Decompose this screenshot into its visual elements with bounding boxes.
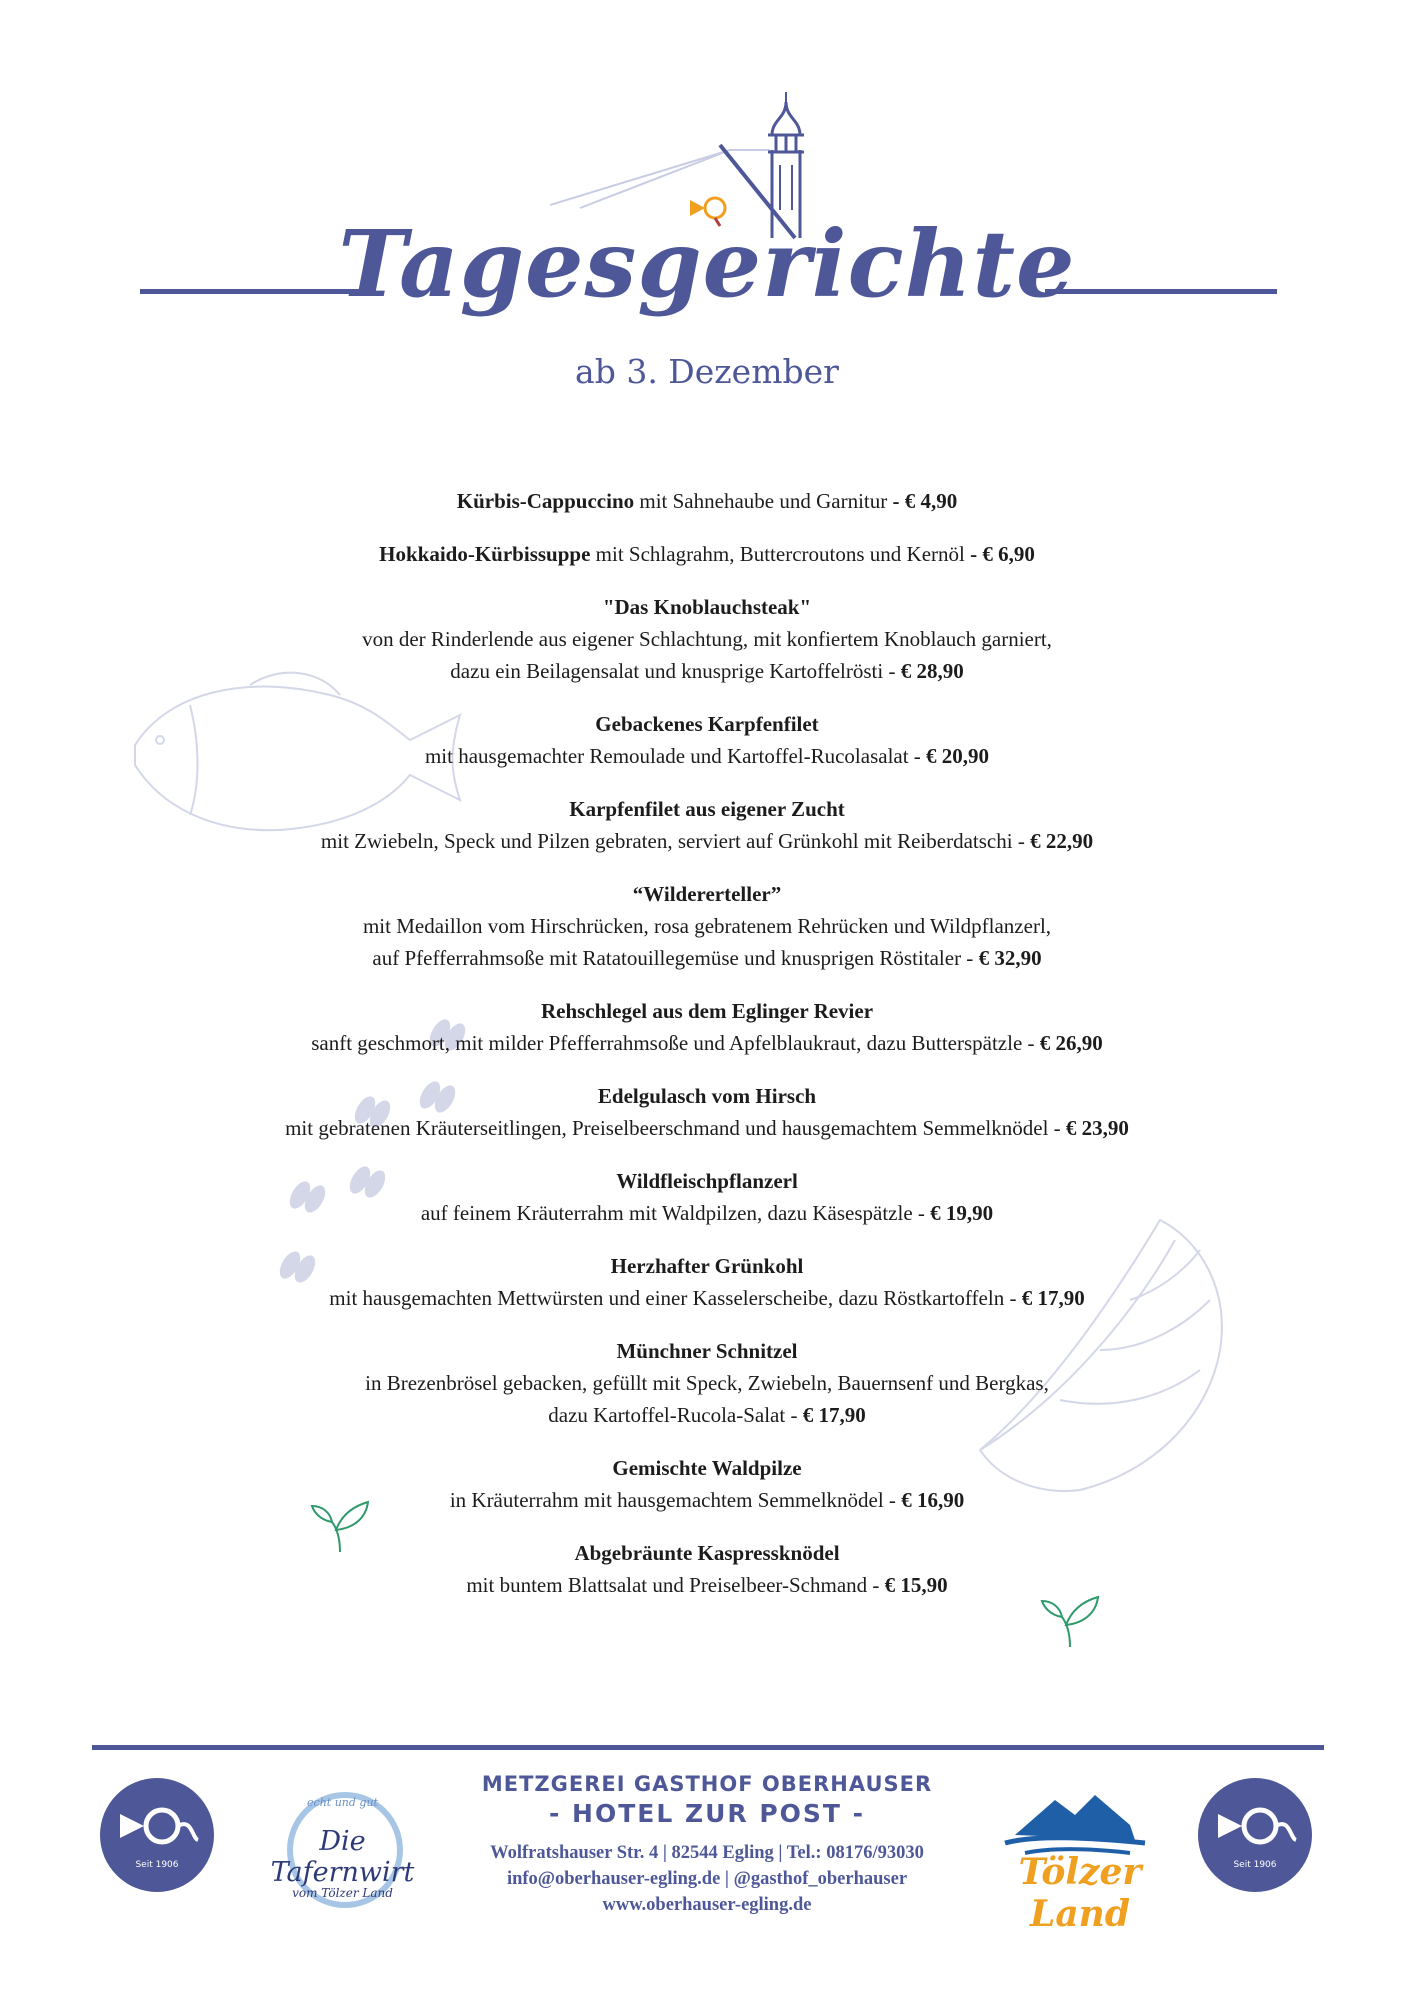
dish-description: auf feinem Kräuterrahm mit Waldpilzen, dazu Käsespätzle - — [420, 1201, 931, 1225]
menu-line — [0, 793, 1414, 825]
dish-price: - € 4,90 — [892, 489, 958, 513]
menu-item — [0, 1250, 1414, 1314]
menu-line — [0, 538, 1414, 570]
menu-line — [0, 1165, 1414, 1197]
dish-description: sanft geschmort, mit milder Pfefferrahmsoße und Apfelblaukraut, dazu Butterspätzle - — [311, 1031, 1040, 1055]
toelzer-land-logo — [975, 1785, 1185, 1935]
dish-name: Abgebräunte Kaspressknödel — [574, 1541, 840, 1565]
menu-line — [0, 942, 1414, 974]
dish-price: € 16,90 — [901, 1488, 965, 1512]
menu-item — [0, 1165, 1414, 1229]
menu-line — [0, 1452, 1414, 1484]
menu-line — [0, 485, 1414, 517]
dish-description: mit Sahnehaube und Garnitur — [634, 489, 893, 513]
dish-description: mit gebratenen Kräuterseitlingen, Preiselbeerschmand und hausgemachtem Semmelknödel - — [285, 1116, 1066, 1140]
menu-line — [0, 1197, 1414, 1229]
footer-info — [420, 1770, 994, 1918]
dish-description: mit buntem Blattsalat und Preiselbeer-Schmand - — [466, 1573, 885, 1597]
dish-price: € 17,90 — [1021, 1286, 1085, 1310]
contact: info@oberhauser-egling.de | @gasthof_oberhauser — [506, 1869, 908, 1889]
menu-line — [0, 1367, 1414, 1399]
dish-price: € 23,90 — [1065, 1116, 1129, 1140]
page-subtitle: ab 3. Dezember — [575, 352, 839, 391]
menu-line — [0, 1484, 1414, 1516]
menu-line — [0, 591, 1414, 623]
dish-price: - € 6,90 — [970, 542, 1035, 566]
menu-line — [0, 825, 1414, 857]
dish-name: "Das Knoblauchsteak" — [602, 595, 812, 619]
dish-price: € 20,90 — [926, 744, 990, 768]
dish-name: Karpfenfilet aus eigener Zucht — [569, 797, 845, 821]
menu-line — [0, 910, 1414, 942]
dish-description: mit hausgemachten Mettwürsten und einer Kasselerscheibe, dazu Röstkartoffeln - — [329, 1286, 1022, 1310]
dish-price: € 26,90 — [1039, 1031, 1103, 1055]
tafernwirt-name: Die Tafernwirt — [270, 1826, 415, 1888]
dish-name: Herzhafter Grünkohl — [610, 1254, 804, 1278]
menu-line — [0, 995, 1414, 1027]
menu-line — [0, 1250, 1414, 1282]
menu-line — [0, 1027, 1414, 1059]
dish-description: dazu Kartoffel-Rucola-Salat - — [548, 1403, 803, 1427]
menu-line — [0, 708, 1414, 740]
menu-item — [0, 591, 1414, 687]
menu-line — [0, 623, 1414, 655]
menu-list — [0, 485, 1414, 1622]
menu-item — [0, 995, 1414, 1059]
seal-text: Seit 1906 — [135, 1860, 179, 1870]
dish-name: Münchner Schnitzel — [616, 1339, 798, 1363]
menu-line — [0, 878, 1414, 910]
dish-price: € 28,90 — [900, 659, 964, 683]
menu-item — [0, 878, 1414, 974]
dish-name: Gemischte Waldpilze — [612, 1456, 802, 1480]
dish-price: € 22,90 — [1030, 829, 1094, 853]
dish-description: mit hausgemachter Remoulade und Kartoffel-Rucolasalat - — [424, 744, 927, 768]
dish-name: Hokkaido-Kürbissuppe — [379, 542, 591, 566]
dish-price: € 19,90 — [930, 1201, 994, 1225]
tafernwirt-logo — [245, 1790, 440, 1910]
dish-price: € 32,90 — [978, 946, 1042, 970]
address: Wolfratshauser Str. 4 | 82544 Egling | Tel.: 08176/93030 — [490, 1843, 924, 1863]
dish-description: von der Rinderlende aus eigener Schlachtung, mit konfiertem Knoblauch garniert, — [362, 627, 1052, 651]
menu-line — [0, 1335, 1414, 1367]
tafernwirt-tagline: echt und gut — [307, 1796, 378, 1809]
menu-line — [0, 655, 1414, 687]
post-horn-icon — [100, 1778, 214, 1858]
menu-line — [0, 1399, 1414, 1431]
menu-item — [0, 1537, 1414, 1601]
menu-line — [0, 1112, 1414, 1144]
menu-item — [0, 1080, 1414, 1144]
dish-price: € 17,90 — [802, 1403, 866, 1427]
dish-name: Kürbis-Cappuccino — [456, 489, 635, 513]
dish-description: in Kräuterrahm mit hausgemachtem Semmelknödel - — [449, 1488, 902, 1512]
tafernwirt-subtitle: vom Tölzer Land — [292, 1886, 393, 1900]
dish-description: mit Zwiebeln, Speck und Pilzen gebraten, serviert auf Grünkohl mit Reiberdatschi - — [320, 829, 1031, 853]
dish-name: Rehschlegel aus dem Eglinger Revier — [540, 999, 874, 1023]
dish-description: mit Medaillon vom Hirschrücken, rosa gebratenem Rehrücken und Wildpflanzerl, — [362, 914, 1052, 938]
dish-name: Gebackenes Karpfenfilet — [595, 712, 819, 736]
dish-name: Wildfleischpflanzerl — [616, 1169, 798, 1193]
dish-description: auf Pfefferrahmsoße mit Ratatouillegemüse und knusprigen Röstitaler - — [372, 946, 979, 970]
menu-item — [0, 708, 1414, 772]
dish-description: mit Schlagrahm, Buttercroutons und Kernöl — [590, 542, 971, 566]
menu-item — [0, 793, 1414, 857]
menu-line — [0, 1537, 1414, 1569]
post-horn-icon — [1198, 1778, 1312, 1858]
hotel-name: - HOTEL ZUR POST - — [548, 1799, 866, 1828]
menu-item — [0, 538, 1414, 570]
dish-description: dazu ein Beilagensalat und knusprige Kartoffelrösti - — [450, 659, 901, 683]
seal-text: Seit 1906 — [1233, 1860, 1277, 1870]
menu-line — [0, 1569, 1414, 1601]
dish-name: “Wildererteller” — [632, 882, 782, 906]
page-title: Tagesgerichte — [338, 210, 1076, 318]
menu-line — [0, 740, 1414, 772]
menu-line — [0, 1282, 1414, 1314]
menu-line — [0, 1080, 1414, 1112]
menu-item — [0, 1335, 1414, 1431]
toelzer-land-text: Tölzer Land — [1018, 1851, 1142, 1935]
menu-item — [0, 485, 1414, 517]
menu-item — [0, 1452, 1414, 1516]
dish-price: € 15,90 — [884, 1573, 948, 1597]
dish-description: in Brezenbrösel gebacken, gefüllt mit Speck, Zwiebeln, Bauernsenf und Bergkas, — [365, 1371, 1049, 1395]
website: www.oberhauser-egling.de — [602, 1895, 812, 1915]
company-name: METZGEREI GASTHOF OBERHAUSER — [481, 1772, 933, 1796]
dish-name: Edelgulasch vom Hirsch — [597, 1084, 817, 1108]
footer-rule — [92, 1745, 1324, 1750]
seal-right — [1198, 1778, 1312, 1892]
seal-left — [100, 1778, 214, 1892]
